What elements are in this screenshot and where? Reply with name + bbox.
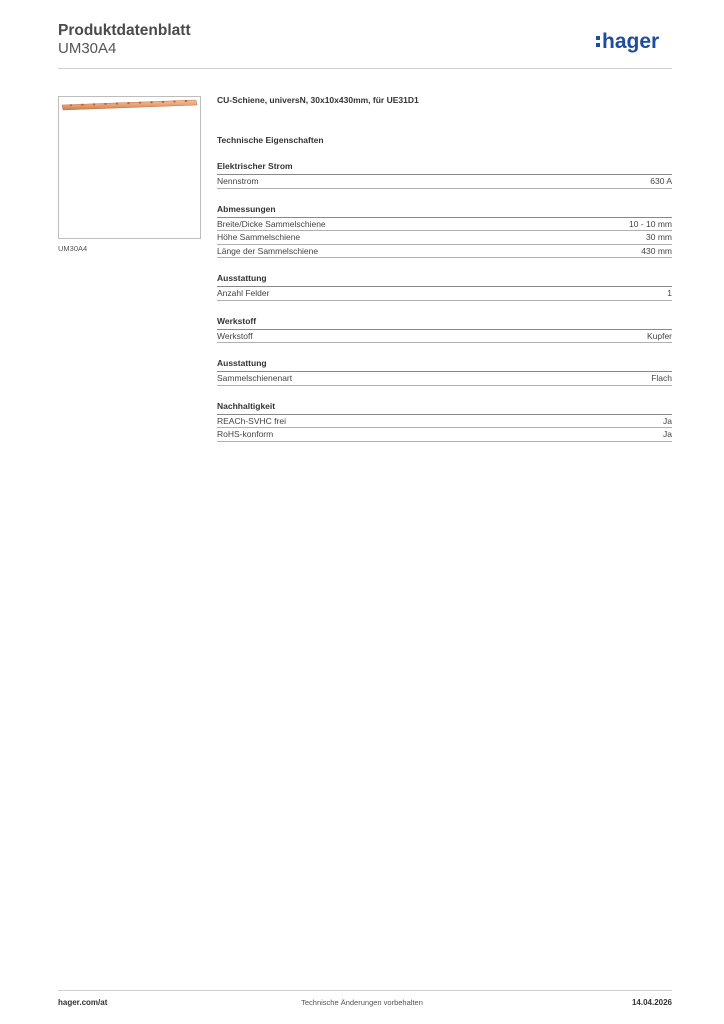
spec-value: Kupfer [646,330,672,341]
section-material [217,315,672,344]
header-divider [58,68,672,69]
spec-row [217,287,672,301]
spec-value: Flach [651,373,672,383]
footer-divider [58,990,672,991]
section-title: Elektrischer Strom [217,160,672,175]
product-image [58,96,201,239]
datasheet-content [217,94,672,456]
spec-label: REACh-SVHC frei [217,415,286,426]
spec-row [217,245,672,259]
tech-properties-heading: Technische Eigenschaften [217,135,324,145]
spec-row [217,415,672,429]
busbar-hole [162,101,165,103]
section-electric-current [217,160,672,189]
svg-text:hager: hager [602,30,660,53]
busbar-hole [139,102,142,104]
spec-label: Länge der Sammelschiene [217,245,319,256]
busbar-hole [81,104,84,106]
spec-row [217,231,672,245]
busbar-hole [93,103,96,105]
busbar-hole [116,102,119,104]
section-title: Abmessungen [217,203,672,218]
spec-label: Anzahl Felder [217,288,270,298]
section-equipment-2 [217,357,672,386]
spec-value: Ja [663,415,672,426]
section-dimensions [217,203,672,259]
spec-value: 430 mm [641,245,672,256]
section-sustainability [217,400,672,442]
spec-label: Sammelschienenart [217,373,293,383]
section-title: Ausstattung [217,357,672,372]
section-equipment [217,272,672,301]
spec-row [217,330,672,344]
busbar-hole [173,100,176,102]
spec-row [217,218,672,232]
spec-row [217,428,672,442]
busbar-hole [70,104,73,106]
section-title: Ausstattung [217,272,672,287]
spec-row [217,372,672,386]
page-title: Produktdatenblatt [58,22,191,39]
spec-value: 10 - 10 mm [629,218,672,229]
footer-date: 14.04.2026 [631,998,672,1007]
spec-value: 30 mm [646,232,672,242]
spec-value: 1 [667,288,672,298]
product-description: CU-Schiene, universN, 30x10x430mm, für UE31D1 [217,95,419,105]
busbar-hole [185,100,188,102]
spec-label: RoHS-konform [217,429,274,439]
image-caption: UM30A4 [58,244,88,253]
spec-row [217,175,672,189]
footer-website: hager.com/at [58,998,108,1007]
copper-busbar-image [59,97,200,238]
spec-label: Breite/Dicke Sammelschiene [217,218,326,229]
product-code: UM30A4 [58,40,117,57]
busbar-hole [104,103,107,105]
section-title: Nachhaltigkeit [217,400,672,415]
spec-label: Nennstrom [217,176,259,186]
spec-label: Höhe Sammelschiene [217,232,301,242]
footer-note: Technische Änderungen vorbehalten [301,998,423,1007]
hager-logo [596,27,676,57]
busbar-hole [150,101,153,103]
spec-value: Ja [663,429,672,439]
spec-label: Werkstoff [217,330,253,341]
spec-value: 630 A [650,176,672,186]
busbar-hole [127,102,130,104]
section-title: Werkstoff [217,315,672,330]
